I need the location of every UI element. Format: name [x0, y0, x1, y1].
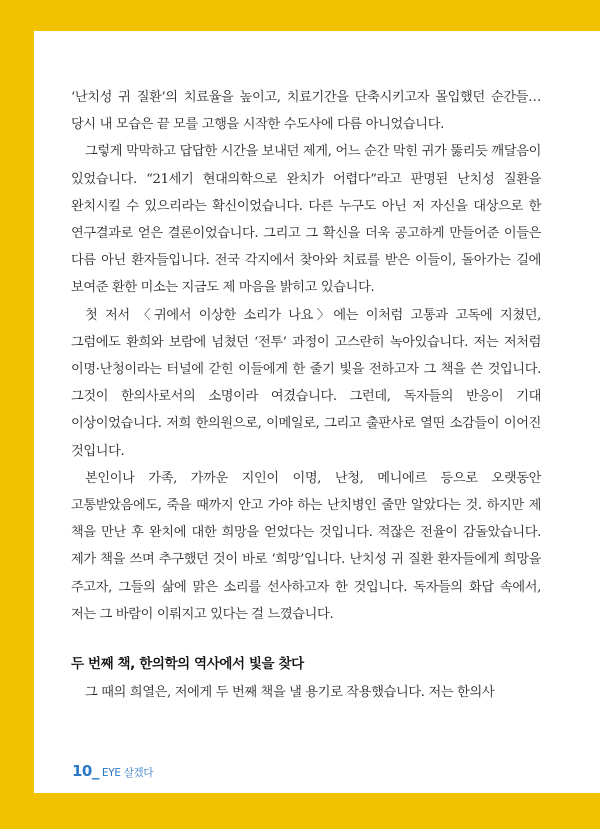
paragraph-1: ‘난치성 귀 질환’의 치료율을 높이고, 치료기간을 단축시키고자 몰입했던 순간들… 당시 내 모습은 끝 모를 고행을 시작한 수도사에 다름 아니었습니다.	[71, 90, 541, 133]
section-heading: 두 번째 책, 한의학의 역사에서 빛을 찾다	[71, 656, 304, 673]
body-text	[71, 84, 541, 706]
paragraph-4: 본인이나 가족, 가까운 지인이 이명, 난청, 메니에르 등으로 오랫동안 고통받았음에도, 죽을 때까지 안고 가야 하는 난치병인 줄만 알았다는 것. 하지만 제 책을 만난 후 완치에 대한 희망을 얻었다는 것입니다. 적잖은 전율이 감돌았습니다. 제가 책을 쓰며 추구했던 것이 바로 ‘희망’입니다. 난치성 귀 질환 환자들에게 희망을 주고자, 그들의 삶에 맑은 소리를 선사하고자 한 것입니다. 독자들의 화답 속에서, 저는 그 바람이 이뤄지고 있다는 걸 느꼈습니다.	[71, 470, 541, 622]
page-footer	[72, 762, 153, 782]
page-number: 10	[72, 762, 92, 780]
section-first-paragraph: 그 때의 희열은, 저에게 두 번째 책을 낼 용기로 작용했습니다. 저는 한의사	[85, 685, 495, 701]
footer-separator: _	[91, 762, 99, 780]
running-title: EYE 살겠다	[101, 767, 154, 779]
paragraph-3: 첫 저서 〈귀에서 이상한 소리가 나요〉에는 이처럼 고통과 고독에 지쳤던, 그럼에도 환희와 보람에 넘쳤던 ‘전투’ 과정이 고스란히 녹아있습니다. 저는 저처럼 이명·난청이라는 터널에 갇힌 이들에게 한 줄기 빛을 전하고자 그 책을 쓴 것입니다. 그것이 한의사로서의 소명이라 여겼습니다. 그런데, 독자들의 반응이 기대 이상이었습니다. 저희 한의원으로, 이메일로, 그리고 출판사로 열띤 소감들이 이어진 것입니다.	[71, 307, 541, 459]
paragraph-2: 그렇게 막막하고 답답한 시간을 보내던 제게, 어느 순간 막힌 귀가 뚫리듯 깨달음이 있었습니다. “21세기 현대의학으로 완치가 어렵다”라고 판명된 난치성 질환을 완치시킬 수 있으리라는 확신이었습니다. 다른 누구도 아닌 저 자신을 대상으로 한 연구결과로 얻은 결론이었습니다. 그리고 그 확신을 더욱 공고하게 만들어준 이들은 다름 아닌 환자들입니다. 전국 각지에서 찾아와 치료를 받은 이들이, 돌아가는 길에 보여준 환한 미소는 지금도 제 마음을 밝히고 있습니다.	[71, 144, 541, 296]
